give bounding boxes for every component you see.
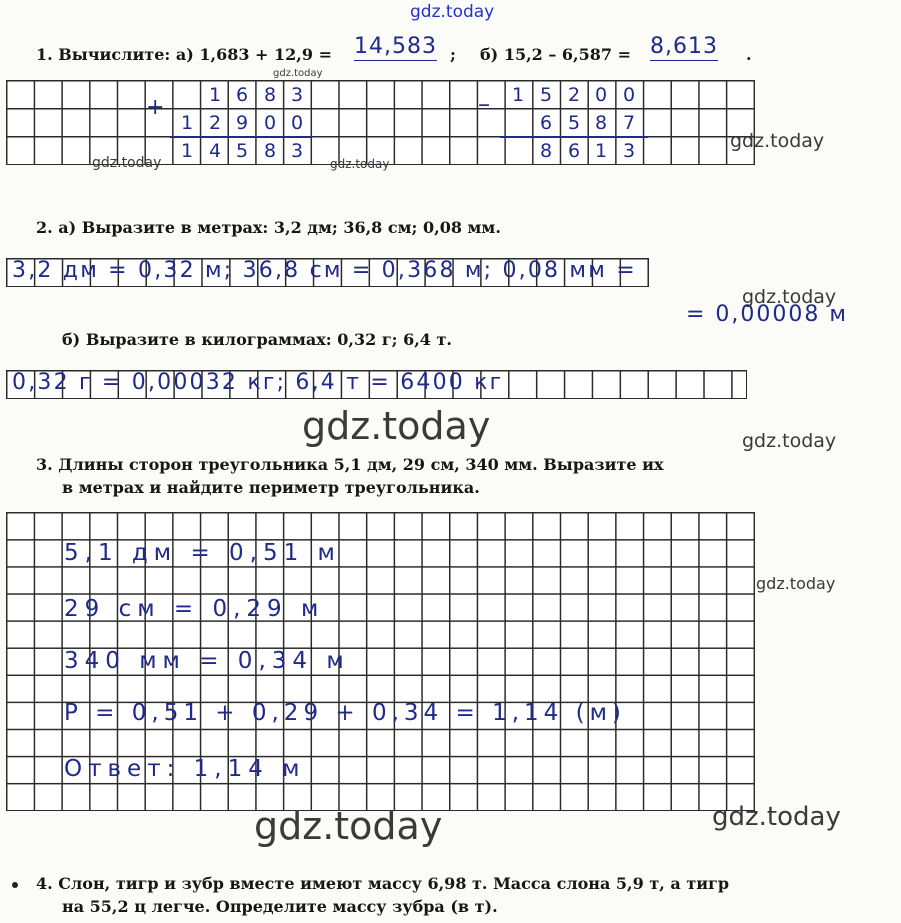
task1-separator: ;	[450, 45, 456, 64]
task1-b-sign: –	[478, 90, 493, 118]
watermark-big-2: gdz.today	[254, 804, 443, 848]
task4-question-line1: 4. Слон, тигр и зубр вместе имеют массу 6,98 т. Масса слона 5,9 т, а тигр	[36, 874, 730, 893]
digit: 1	[594, 140, 608, 162]
task3-question-line1: 3. Длины сторон треугольника 5,1 дм, 29 см, 340 мм. Выразите их	[36, 455, 664, 474]
digit: 3	[290, 84, 304, 106]
digit: 1	[511, 84, 525, 106]
watermark-right-5: gdz.today	[712, 802, 841, 832]
bullet-icon	[12, 882, 18, 888]
watermark-right-2: gdz.today	[742, 286, 837, 308]
task1-answer-a: 14,583	[354, 34, 437, 59]
watermark-big-1: gdz.today	[302, 404, 491, 448]
task3-line-4: P = 0,51 + 0,29 + 0,34 = 1,14 (м)	[64, 700, 626, 726]
task3-line-5: Ответ: 1,14 м	[64, 756, 306, 782]
digit: 0	[594, 84, 608, 106]
digit: 2	[208, 112, 222, 134]
watermark-right-1: gdz.today	[730, 130, 825, 152]
task4-question-line2: на 55,2 ц легче. Определите массу зубра (в т).	[62, 897, 498, 916]
digit: 0	[622, 84, 636, 106]
digit: 8	[263, 84, 277, 106]
digit: 7	[622, 112, 636, 134]
task2-question-b: б) Выразите в килограммах: 0,32 г; 6,4 т.	[62, 330, 452, 349]
task1-a-sign: +	[146, 95, 168, 120]
task3-line-2: 29 см = 0,29 м	[64, 596, 325, 622]
digit: 9	[235, 112, 249, 134]
digit: 2	[567, 84, 581, 106]
task1-question-a: 1. Вычислите: а) 1,683 + 12,9 =	[36, 45, 332, 64]
digit: 8	[263, 140, 277, 162]
task2-question-a: 2. а) Выразите в метрах: 3,2 дм; 36,8 см; 0,08 мм.	[36, 218, 501, 237]
digit: 1	[208, 84, 222, 106]
digit: 0	[290, 112, 304, 134]
digit: 1	[180, 140, 194, 162]
digit: 6	[539, 112, 553, 134]
watermark-top: gdz.today	[410, 2, 495, 22]
watermark-grid-1: gdz.today	[92, 155, 162, 171]
task1-question-b: б) 15,2 – 6,587 =	[480, 45, 631, 64]
task2-work-a-cont: = 0,00008 м	[686, 302, 848, 327]
task3-line-3: 340 мм = 0,34 м	[64, 648, 350, 674]
digit: 8	[539, 140, 553, 162]
task3-line-1: 5,1 дм = 0,51 м	[64, 540, 341, 566]
task3-question-line2: в метрах и найдите периметр треугольника.	[62, 478, 480, 497]
watermark-right-3: gdz.today	[742, 430, 837, 452]
task1-answer-b: 8,613	[650, 34, 718, 59]
watermark-right-4: gdz.today	[756, 574, 836, 593]
task2-work-b: 0,32 г = 0,00032 кг; 6,4 т = 6400 кг	[12, 370, 504, 395]
digit: 3	[290, 140, 304, 162]
digit: 3	[622, 140, 636, 162]
digit: 5	[539, 84, 553, 106]
digit: 0	[263, 112, 277, 134]
watermark-small: gdz.today	[273, 68, 323, 79]
digit: 4	[208, 140, 222, 162]
digit: 6	[235, 84, 249, 106]
task2-work-a: 3,2 дм = 0,32 м; 36,8 см = 0,368 м; 0,08 мм =	[12, 258, 637, 283]
digit: 1	[180, 112, 194, 134]
digit: 5	[235, 140, 249, 162]
task1-end: .	[746, 45, 752, 64]
digit: 5	[567, 112, 581, 134]
watermark-grid-2: gdz.today	[330, 157, 390, 171]
digit: 6	[567, 140, 581, 162]
digit: 8	[594, 112, 608, 134]
